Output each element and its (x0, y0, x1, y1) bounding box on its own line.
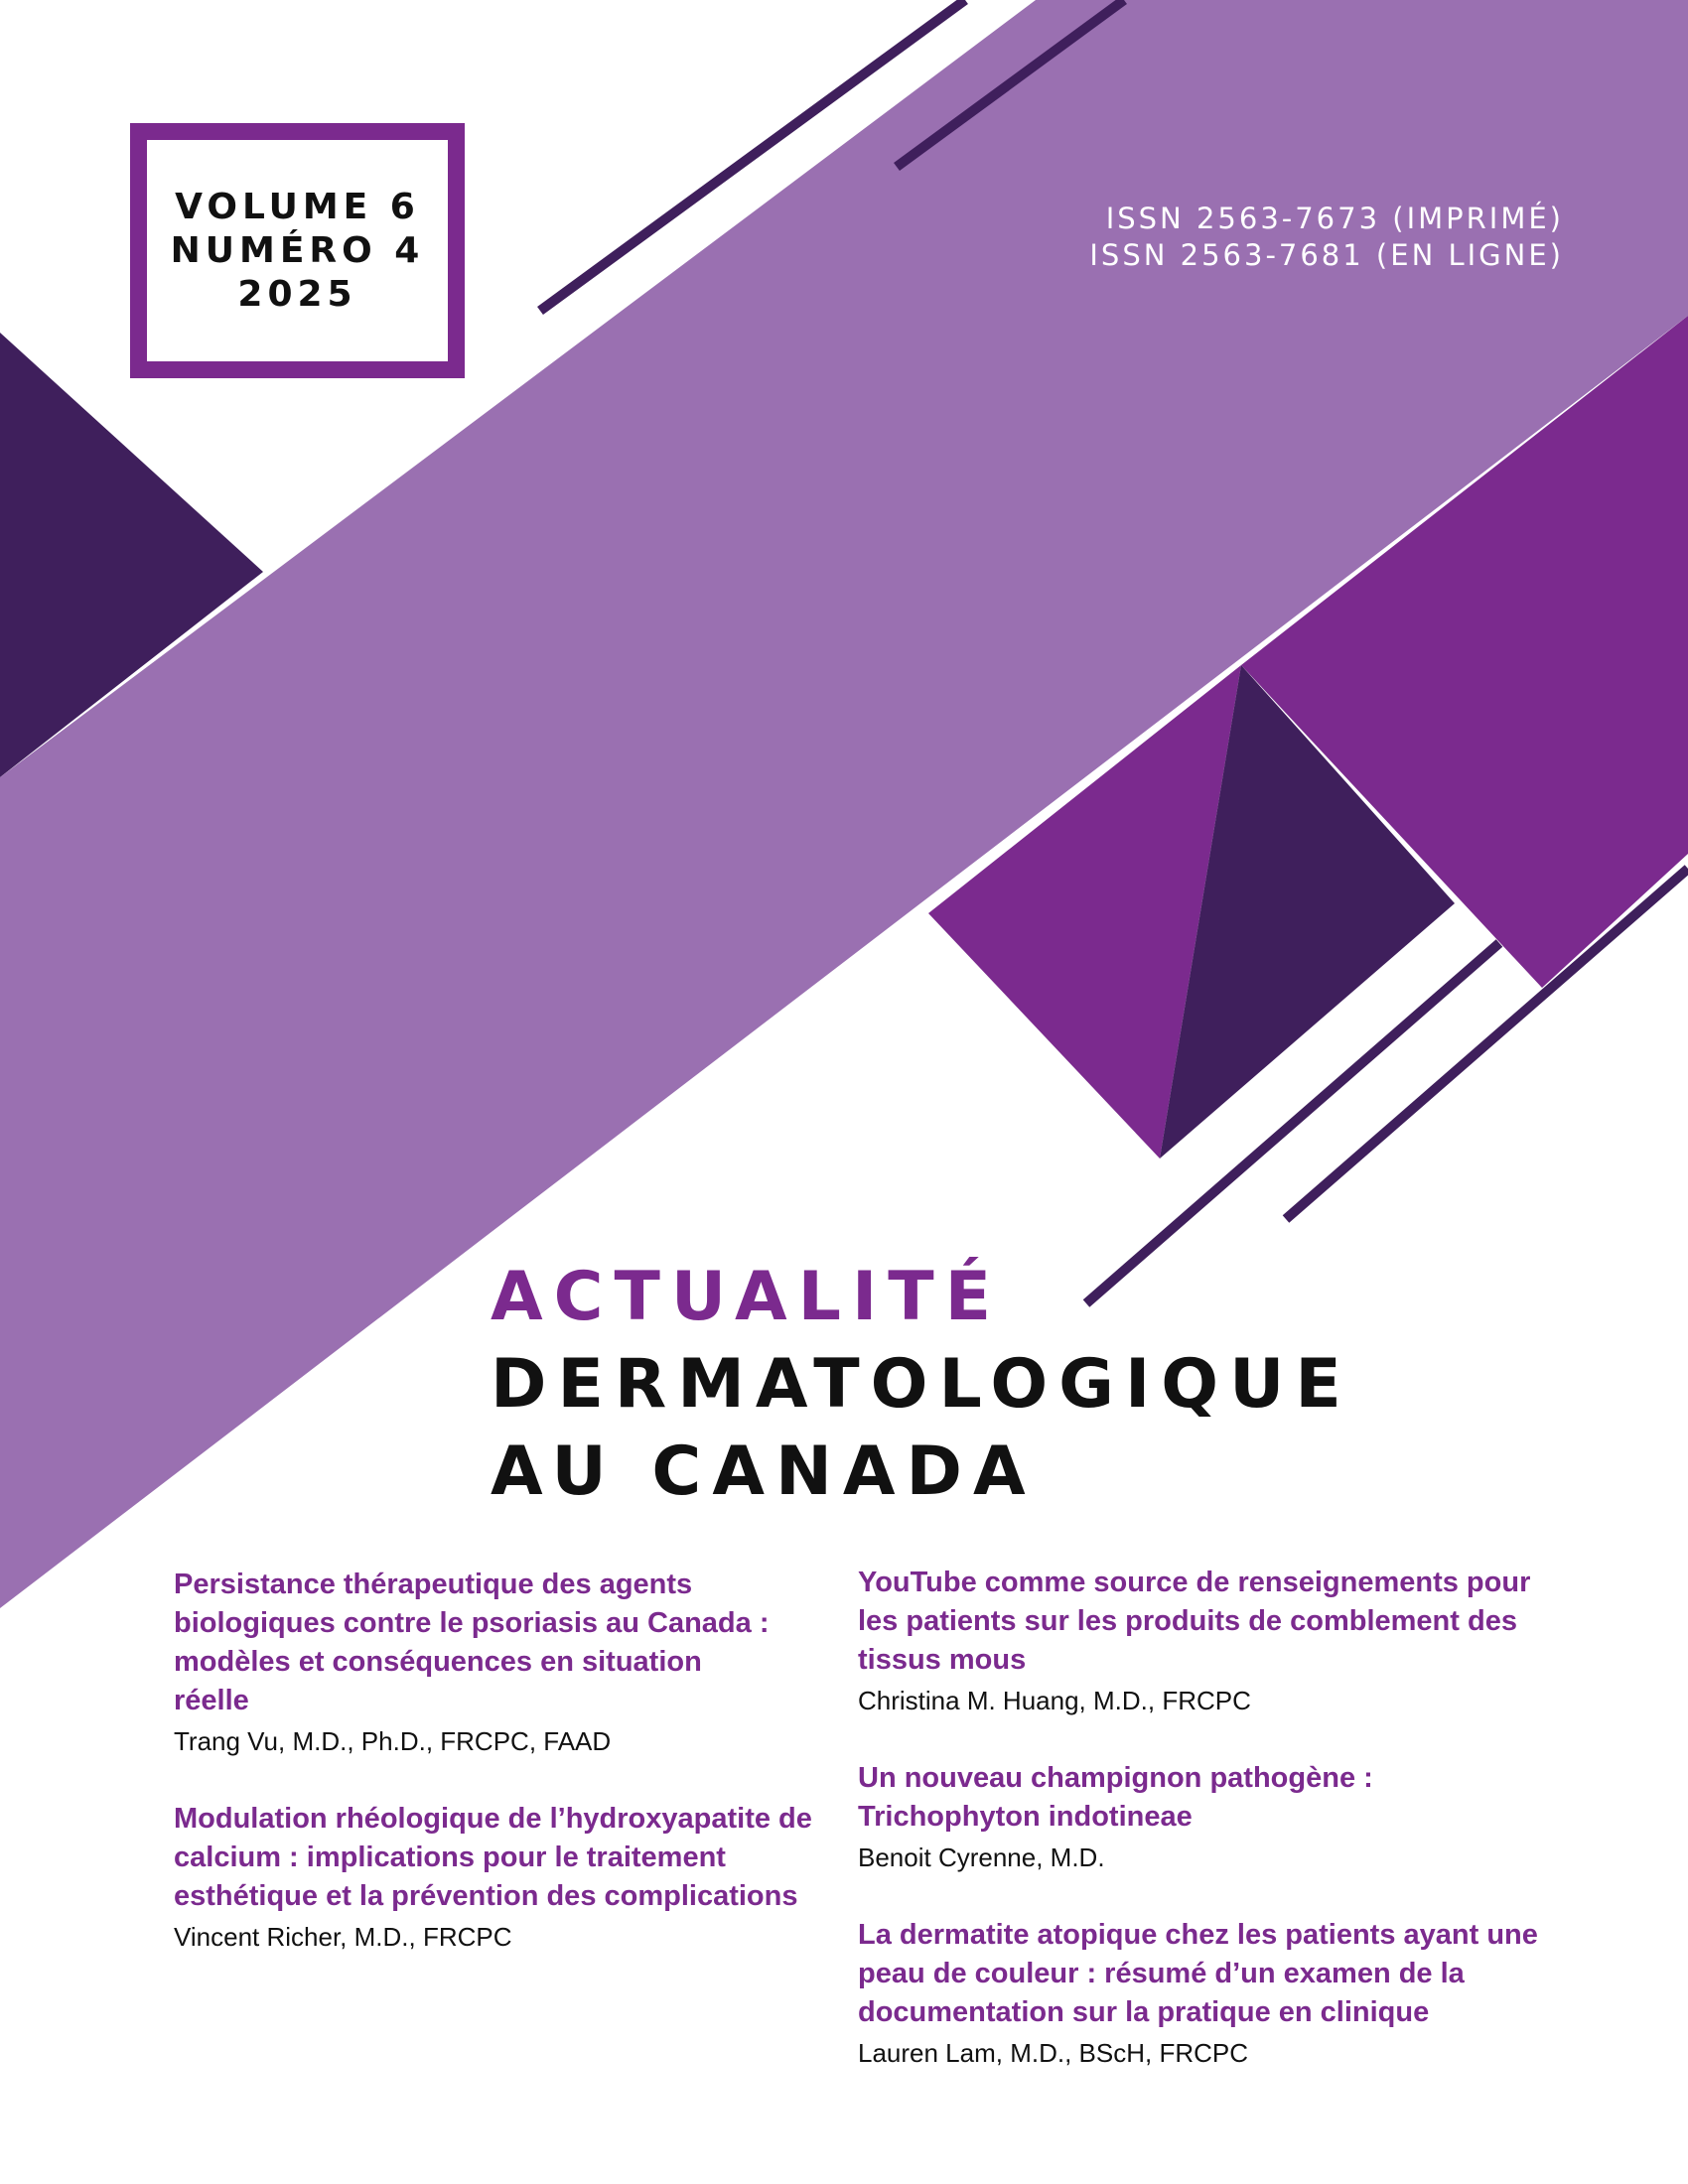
article-author: Vincent Richer, M.D., FRCPC (174, 1922, 512, 1952)
article-title: Modulation rhéologique de l’hydroxyapatite de calcium : implications pour le traitement esthétique et la prévention des complications (174, 1803, 812, 1912)
journal-title-line-1: ACTUALITÉ (491, 1258, 1003, 1336)
journal-title (491, 1254, 1352, 1516)
article-entry[interactable] (174, 1566, 889, 1760)
article-title: YouTube comme source de renseignements pour les patients sur les produits de comblement des tissus mous (858, 1567, 1531, 1676)
article-title: Un nouveau champignon pathogène : Trichophyton indotineae (858, 1762, 1373, 1833)
article-author: Lauren Lam, M.D., BScH, FRCPC (858, 2038, 1248, 2068)
issue-label: NUMÉRO 4 (170, 229, 425, 271)
article-entry[interactable] (858, 1564, 1573, 1719)
issn-online: ISSN 2563-7681 (EN LIGNE) (1089, 238, 1564, 272)
article-author: Christina M. Huang, M.D., FRCPC (858, 1686, 1251, 1715)
issn-print: ISSN 2563-7673 (IMPRIMÉ) (1105, 202, 1564, 235)
article-author: Benoit Cyrenne, M.D. (858, 1843, 1105, 1872)
article-entry[interactable] (858, 1759, 1573, 1876)
volume-issue-box (130, 123, 465, 378)
article-title: Persistance thérapeutique des agents biologiques contre le psoriasis au Canada : modèles et conséquences en situation réelle (174, 1569, 770, 1716)
article-entry[interactable] (174, 1800, 889, 1956)
issn-block (1089, 201, 1564, 274)
year-label: 2025 (237, 273, 357, 315)
article-title: La dermatite atopique chez les patients ayant une peau de couleur : résumé d’un examen de la documentation sur la pratique en clinique (858, 1919, 1538, 2028)
journal-title-line-3: AU CANADA (491, 1433, 1037, 1511)
articles-left-column (174, 1566, 889, 1995)
article-author: Trang Vu, M.D., Ph.D., FRCPC, FAAD (174, 1726, 612, 1756)
volume-label: VOLUME 6 (175, 186, 420, 227)
journal-title-line-2: DERMATOLOGIQUE (491, 1345, 1352, 1424)
articles-right-column (858, 1564, 1573, 2112)
article-entry[interactable] (858, 1916, 1573, 2072)
